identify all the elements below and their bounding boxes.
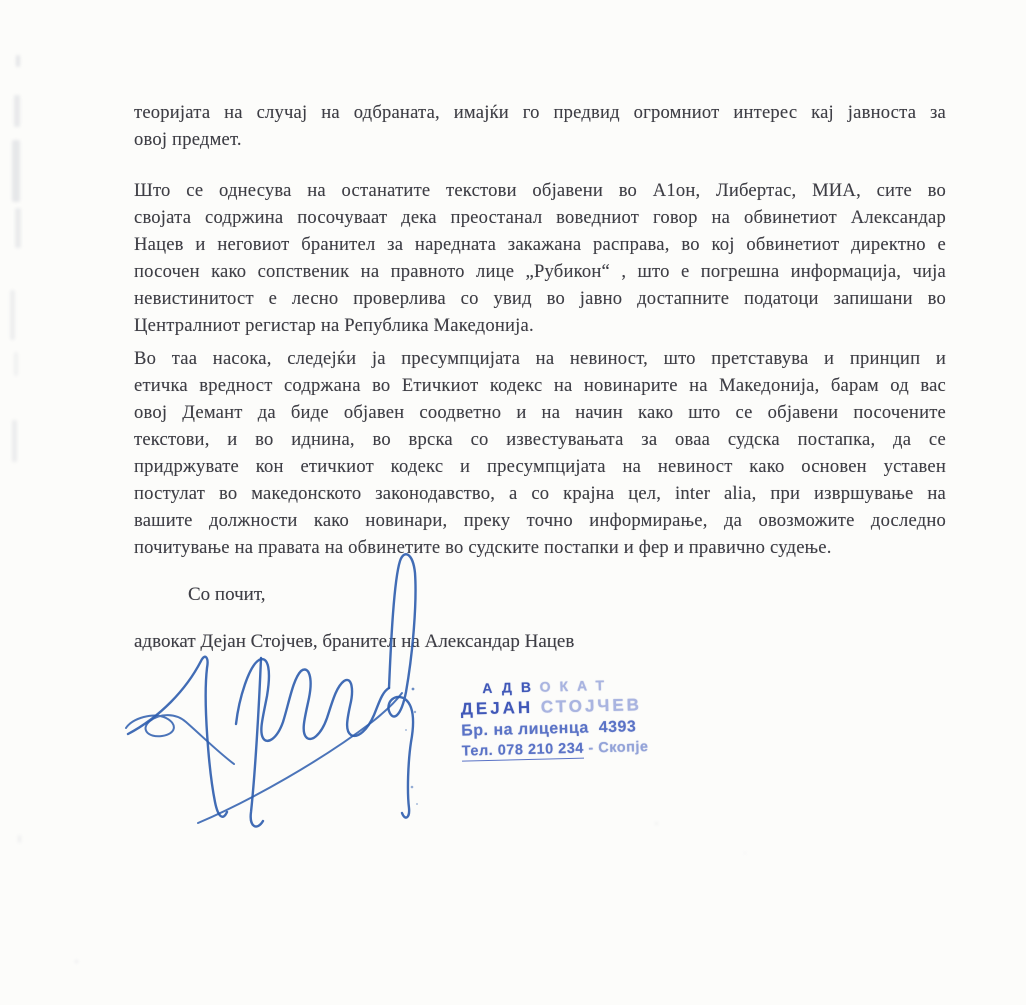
stamp-title-dark: АДВ — [482, 678, 540, 697]
signature-stroke — [251, 658, 263, 827]
text-line: посочен како сопственик на правното лице „Рубикон“ , што е погрешна информација, чија — [134, 261, 946, 282]
scan-speck — [12, 140, 20, 202]
lawyer-stamp — [460, 675, 677, 759]
text-line: Во таа насока, следејќи ја пресумпцијата на невиност, што претставува и принцип и — [134, 348, 946, 369]
stamp-title — [482, 675, 675, 696]
text-line: својата содржина посочуваат дека преостанал воведниот говор на обвинетиот Александар — [134, 207, 946, 228]
stamp-name-dark: ДЕЈАН — [460, 697, 542, 719]
stamp-license-number: 4393 — [598, 718, 637, 737]
text-line: невистинитост е лесно проверлива со увид во јавно достапните податоци запишани во — [134, 288, 946, 309]
scan-speck — [10, 290, 15, 340]
scan-speck — [75, 960, 78, 963]
text-line: придржувате кон етичкиот кодекс и пресумпцијата на невиност како основен уставен — [134, 456, 946, 477]
ink-dot — [412, 688, 415, 691]
text-line: овој Демант да биде објавен соодветно и на начин како што се објавени посочените — [134, 402, 946, 423]
scan-speck — [18, 835, 21, 843]
paragraph-continuation — [134, 100, 946, 154]
scan-speck — [744, 852, 746, 854]
text-line: вашите должности како новинари, преку точно информирање, да овозможите доследно — [134, 510, 946, 531]
text-line: етичка вредност содржана во Етичкиот кодекс на новинарите на Македонија, барам од вас — [134, 375, 946, 396]
scan-speck — [655, 822, 658, 825]
handwritten-signature — [110, 540, 430, 840]
signature-stroke — [126, 715, 234, 764]
ink-dot — [405, 729, 407, 731]
stamp-phone — [462, 738, 677, 759]
scan-speck — [16, 55, 20, 67]
ink-dot — [414, 711, 416, 713]
scan-speck — [12, 420, 17, 462]
paragraph-demand — [134, 346, 946, 562]
scan-speck — [14, 95, 20, 127]
text-line: почитување на правата на обвинетите во судските постапки и фер и правично судење. — [134, 537, 832, 558]
closing-salutation: Со почит, — [188, 584, 266, 605]
signer-line: адвокат Дејан Стојчев, бранител на Александар Нацев — [134, 631, 575, 652]
text-line: теоријата на случај на одбраната, имајќи го предвид огромниот интерес кај јавноста за — [134, 102, 946, 123]
text-line: Централниот регистар на Република Македонија. — [134, 315, 534, 336]
text-line: овој предмет. — [134, 129, 242, 150]
text-line: текстови, и во иднина, во врска со известувањата за оваа судска постапка, да се — [134, 429, 946, 450]
scan-speck — [14, 352, 18, 376]
stamp-title-faded: ОКАТ — [539, 676, 614, 695]
ink-dot — [416, 803, 418, 805]
stamp-license-label: Бр. на лиценца — [461, 719, 589, 740]
signature-stroke — [236, 659, 389, 741]
text-line: постулат во македонското законодавство, а со крајна цел, inter alia, при извршување на — [134, 483, 946, 504]
stamp-city: - Скопје — [588, 739, 649, 757]
signature-stroke — [128, 657, 227, 817]
stamp-phone-number: Тел. 078 210 234 — [461, 740, 585, 760]
text-line: Нацев и неговиот бранител за наредната закажана расправа, во кој обвинетиот директно е — [134, 234, 946, 255]
stamp-name-faded: СТОЈЧЕВ — [540, 695, 643, 717]
scan-speck — [15, 208, 21, 248]
paragraph-media-texts — [134, 178, 946, 340]
signature-stroke — [198, 693, 402, 823]
ink-dot — [411, 786, 414, 789]
signature-stroke — [388, 554, 415, 817]
text-line: Што се однесува на останатите текстови објавени во А1он, Либертас, МИА, сите во — [134, 180, 946, 201]
stamp-license — [461, 717, 676, 740]
stamp-name — [461, 694, 676, 719]
